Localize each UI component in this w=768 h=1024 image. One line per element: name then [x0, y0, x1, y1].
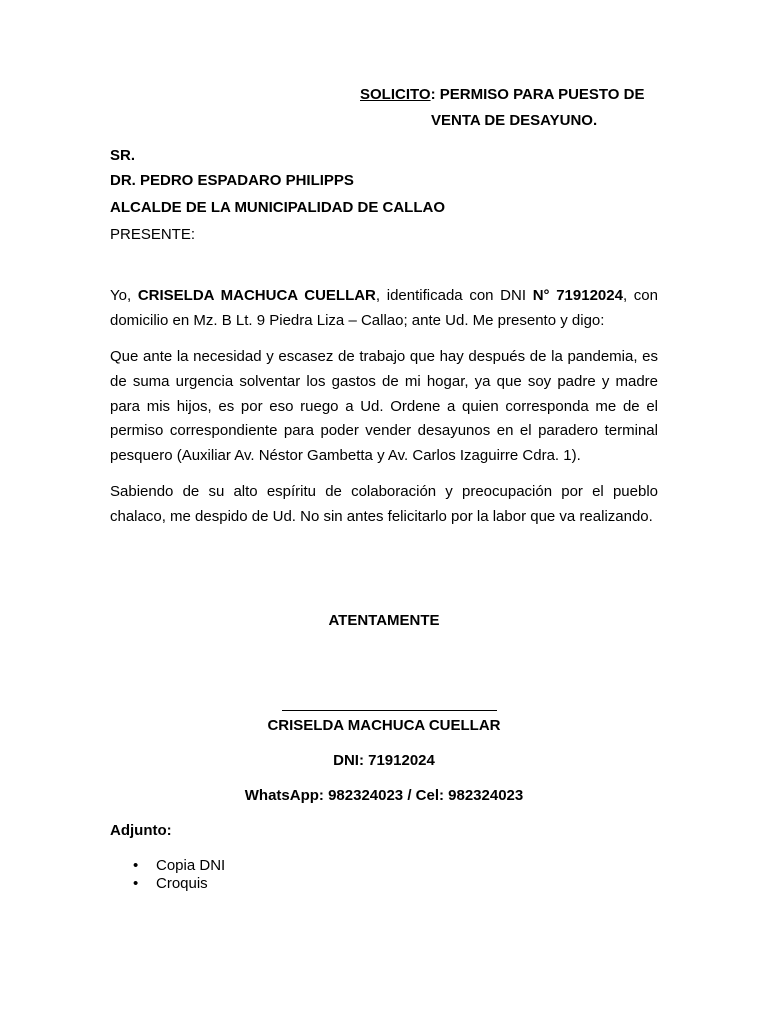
intro-text-c: , con domicilio en Mz. B Lt. 9 Piedra Liza – Callao; ante Ud. Me presento y digo:: [110, 287, 658, 329]
subject-line-1: [360, 86, 644, 104]
atentamente: ATENTAMENTE: [328, 612, 440, 629]
intro-text-a: Yo,: [110, 287, 138, 304]
attachment-item: [110, 875, 225, 893]
intro-name: CRISELDA MACHUCA CUELLAR: [137, 287, 376, 304]
intro-text-b: , identificada con DNI: [375, 287, 533, 304]
addressee-presente: PRESENTE:: [110, 226, 196, 243]
addressee-title: SR.: [110, 147, 136, 164]
signer-dni: DNI: 71912024: [333, 752, 435, 769]
attachments-label: Adjunto:: [110, 822, 172, 839]
addressee-position: ALCALDE DE LA MUNICIPALIDAD DE CALLAO: [110, 199, 445, 216]
subject-line-2: VENTA DE DESAYUNO.: [431, 112, 598, 129]
paragraph-request: Que ante la necesidad y escasez de trabajo que hay después de la pandemia, es de suma urgencia solventar los gastos de mi hogar, ya que soy padre y madre para mis hijos, es por eso ruego a Ud. Ordene a quien corresponda me de el permiso correspondiente para poder vender desayunos en el paradero terminal pesquero (Auxiliar Av. Néstor Gambetta y Av. Carlos Izaguirre Cdra. 1).: [110, 348, 658, 465]
bullet-icon: •: [133, 874, 139, 892]
attachment-label: Croquis: [156, 874, 208, 892]
subject-text: : PERMISO PARA PUESTO DE: [430, 86, 645, 103]
paragraph-closing: Sabiendo de su alto espíritu de colaboración y preocupación por el pueblo chalaco, me despido de Ud. No sin antes felicitarlo por la labor que va realizando.: [110, 483, 658, 525]
attachment-label: Copia DNI: [156, 857, 226, 874]
intro-dni: N° 71912024: [532, 287, 623, 304]
attachment-item: [110, 857, 225, 875]
signature-line: [282, 710, 497, 711]
attachments-list: [110, 857, 225, 892]
bullet-icon: •: [133, 857, 139, 874]
signer-name: CRISELDA MACHUCA CUELLAR: [267, 717, 501, 734]
addressee-name: DR. PEDRO ESPADARO PHILIPPS: [110, 172, 354, 189]
subject-label: SOLICITO: [360, 86, 431, 103]
signer-contact: WhatsApp: 982324023 / Cel: 982324023: [244, 787, 524, 804]
paragraph-intro: [110, 284, 658, 334]
